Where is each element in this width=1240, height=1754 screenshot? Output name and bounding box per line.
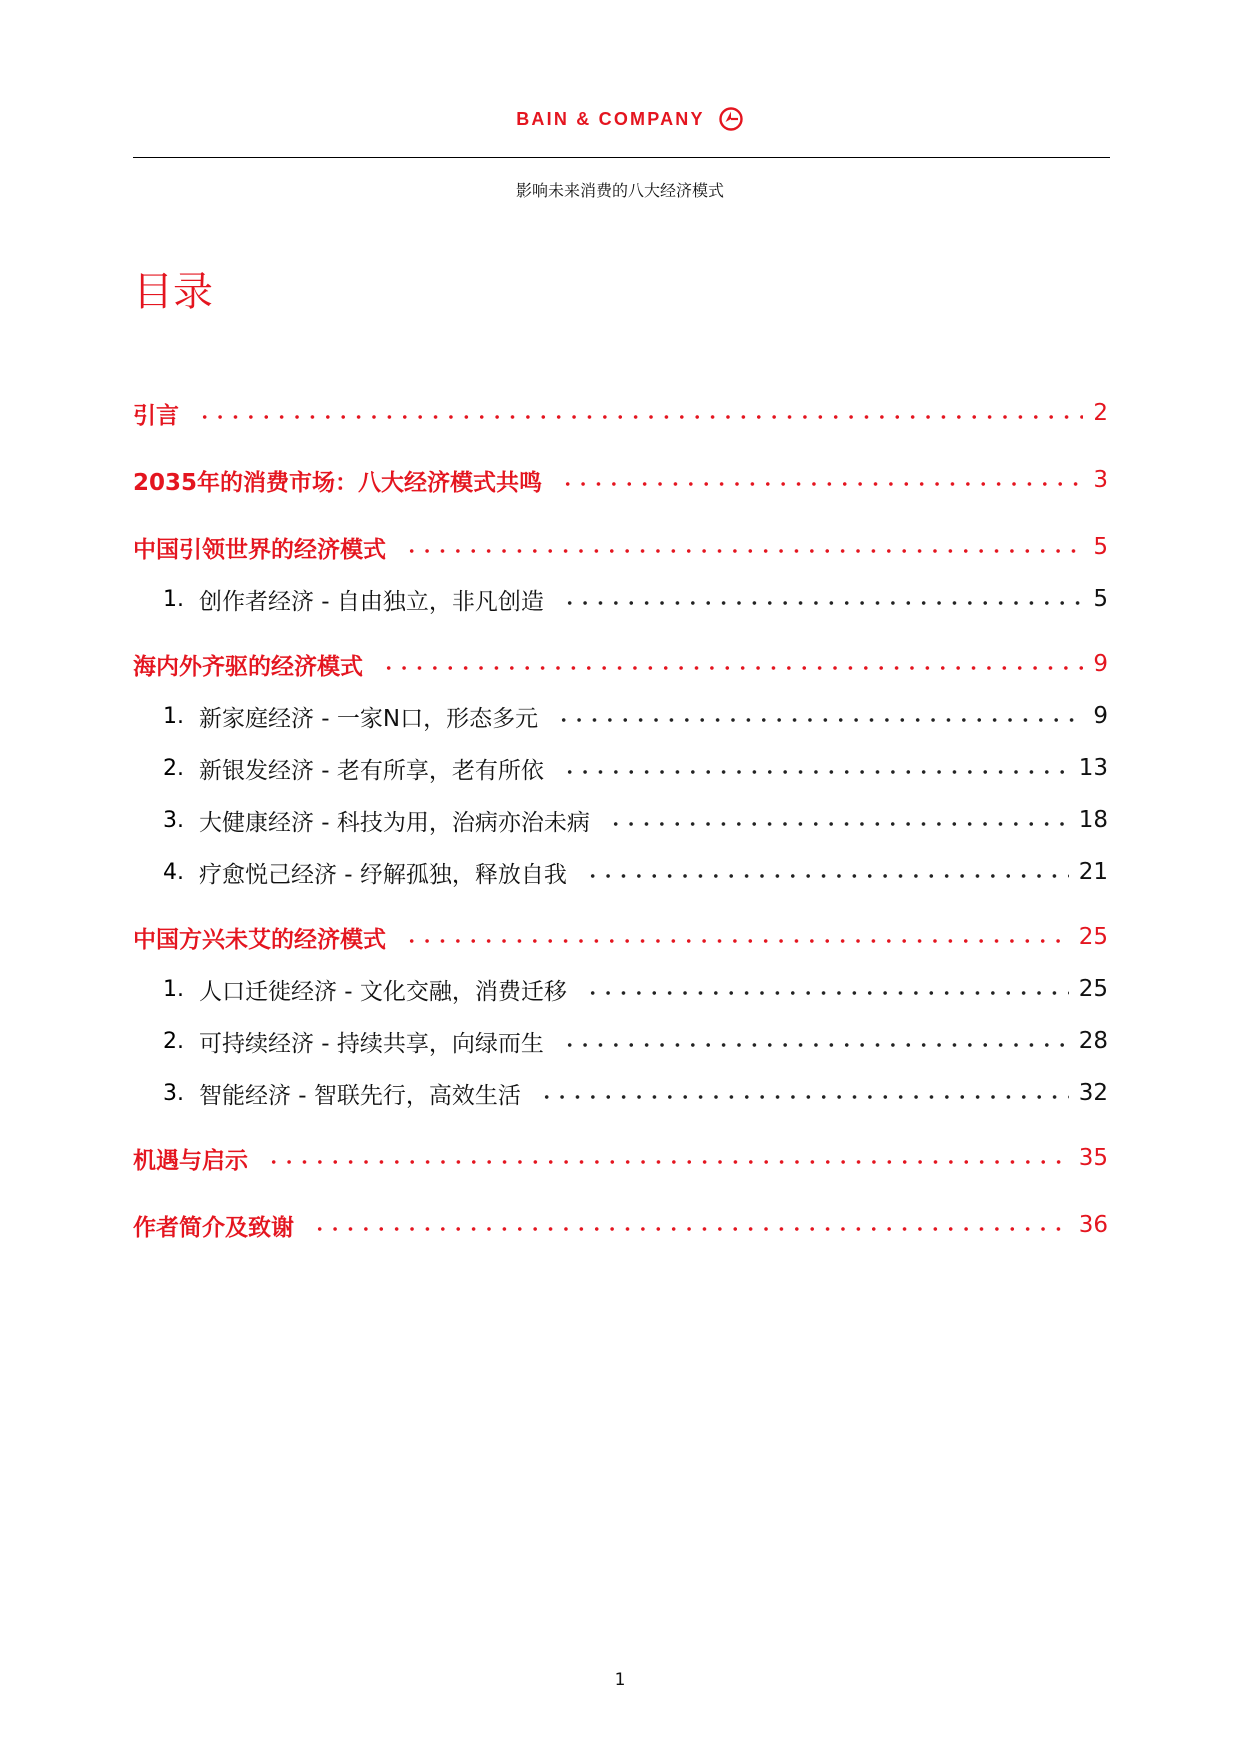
toc-dot-leader — [266, 1158, 1069, 1166]
toc-entry-title: 作者简介及致谢 — [133, 1214, 294, 1241]
toc-section-entry[interactable] — [133, 646, 1108, 682]
toc-entry-title: 创作者经济 - 自由独立，非凡创造 — [199, 588, 544, 615]
toc-dot-leader — [562, 1041, 1069, 1049]
toc-entry-page: 32 — [1078, 1080, 1108, 1106]
brand-header — [0, 106, 1240, 132]
toc-entry-page: 5 — [1093, 534, 1108, 560]
toc-entry-page: 5 — [1093, 586, 1108, 612]
toc-section-entry[interactable] — [133, 529, 1108, 565]
toc-dot-leader — [197, 413, 1083, 421]
toc-entry-title: 新银发经济 - 老有所享，老有所依 — [199, 757, 544, 784]
document-title: 影响未来消费的八大经济模式 — [515, 181, 724, 200]
toc-dot-leader — [404, 547, 1083, 555]
toc-entry-title: 2035年的消费市场：八大经济模式共鸣 — [133, 469, 543, 496]
toc-entry-page: 25 — [1078, 924, 1108, 950]
toc-dot-leader — [585, 872, 1069, 880]
toc-dot-leader — [562, 599, 1083, 607]
toc-entry-page: 9 — [1093, 703, 1108, 729]
toc-dot-leader — [556, 716, 1083, 724]
toc-entry-page: 18 — [1078, 807, 1108, 833]
toc-subsection-entry[interactable] — [163, 1023, 1108, 1059]
toc-entry-title: 可持续经济 - 持续共享，向绿而生 — [199, 1030, 544, 1057]
toc-entry-number: 1. — [163, 586, 184, 612]
toc-subsection-entry[interactable] — [163, 698, 1108, 734]
toc-entry-page: 13 — [1078, 755, 1108, 781]
toc-dot-leader — [381, 664, 1083, 672]
toc-section-entry[interactable] — [133, 1207, 1108, 1243]
toc-entry-title: 大健康经济 - 科技为用，治病亦治未病 — [199, 809, 590, 836]
toc-entry-number: 1. — [163, 703, 184, 729]
toc-entry-title: 中国引领世界的经济模式 — [133, 536, 386, 563]
toc-entry-number: 4. — [163, 859, 184, 885]
toc-subsection-entry[interactable] — [163, 854, 1108, 890]
toc-entry-number: 3. — [163, 807, 184, 833]
toc-entry-number: 1. — [163, 976, 184, 1002]
toc-entry-page: 2 — [1093, 400, 1108, 426]
toc-entry-number: 3. — [163, 1080, 184, 1106]
toc-dot-leader — [312, 1225, 1069, 1233]
toc-subsection-entry[interactable] — [163, 802, 1108, 838]
toc-entry-title: 海内外齐驱的经济模式 — [133, 653, 363, 680]
toc-entry-page: 36 — [1078, 1212, 1108, 1238]
header-divider — [133, 157, 1110, 158]
toc-entry-title: 中国方兴未艾的经济模式 — [133, 926, 386, 953]
brand-name: BAIN & COMPANY — [516, 108, 705, 129]
toc-subsection-entry[interactable] — [163, 1075, 1108, 1111]
toc-subsection-entry[interactable] — [163, 971, 1108, 1007]
toc-dot-leader — [562, 768, 1069, 776]
toc-entry-page: 35 — [1078, 1145, 1108, 1171]
toc-entry-page: 28 — [1078, 1028, 1108, 1054]
toc-entry-number: 2. — [163, 1028, 184, 1054]
toc-section-entry[interactable] — [133, 1140, 1108, 1176]
toc-entry-title: 引言 — [133, 402, 179, 429]
toc-section-entry[interactable] — [133, 395, 1108, 431]
toc-section-entry[interactable] — [133, 919, 1108, 955]
toc-heading: 目录 — [133, 269, 213, 315]
toc-section-entry[interactable] — [133, 462, 1108, 498]
toc-entry-title: 机遇与启示 — [133, 1147, 248, 1174]
toc-entry-page: 3 — [1093, 467, 1108, 493]
toc-subsection-entry[interactable] — [163, 750, 1108, 786]
toc-entry-number: 2. — [163, 755, 184, 781]
toc-entry-page: 9 — [1093, 651, 1108, 677]
toc-entry-title: 疗愈悦己经济 - 纾解孤独，释放自我 — [199, 861, 567, 888]
toc-dot-leader — [539, 1093, 1069, 1101]
toc-subsection-entry[interactable] — [163, 581, 1108, 617]
toc-dot-leader — [585, 989, 1069, 997]
toc-entry-title: 智能经济 - 智联先行，高效生活 — [199, 1082, 521, 1109]
toc-dot-leader — [608, 820, 1069, 828]
bain-circle-logo-icon — [718, 106, 744, 132]
toc-dot-leader — [560, 480, 1083, 488]
toc-entry-title: 人口迁徙经济 - 文化交融，消费迁移 — [199, 978, 567, 1005]
toc-entry-title: 新家庭经济 - 一家N口，形态多元 — [199, 705, 539, 732]
toc-entry-page: 25 — [1078, 976, 1108, 1002]
page-number: 1 — [614, 1670, 626, 1690]
toc-dot-leader — [404, 937, 1069, 945]
toc-entry-page: 21 — [1078, 859, 1108, 885]
